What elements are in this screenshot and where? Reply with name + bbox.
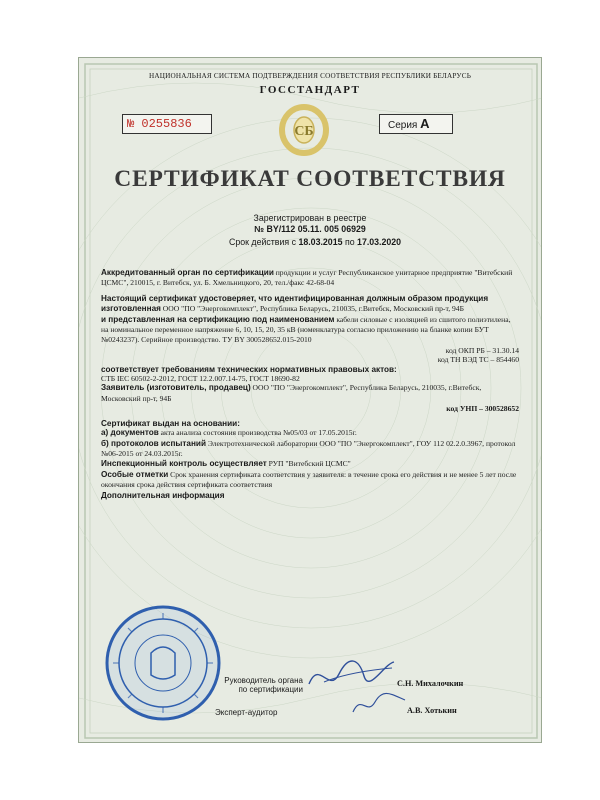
unp-code: код УНП – 300528652 xyxy=(446,404,519,414)
head-signature-icon xyxy=(304,654,399,694)
head-label-line2: по сертификации xyxy=(238,685,303,694)
head-signature-label xyxy=(173,676,303,694)
series-label: Серия xyxy=(388,120,418,131)
certifies-value: ООО "ПО "Энергокомплект", Республика Беларусь, 210035, г.Витебск, Московский пр-т, 94Б xyxy=(162,304,464,314)
inspection-value: РУП "Витебский ЦСМС" xyxy=(268,459,351,469)
expert-label: Эксперт-аудитор xyxy=(215,708,278,717)
protocols-basis xyxy=(101,439,519,460)
sb-logo-icon xyxy=(271,102,337,158)
valid-from: 18.03.2015 xyxy=(298,237,343,247)
registry-number: № BY/112 05.11. 005 06929 xyxy=(254,224,366,234)
product-section xyxy=(101,315,519,346)
additional-info-label: Дополнительная информация xyxy=(101,490,225,500)
certificate-sheet xyxy=(78,57,542,743)
validity-period xyxy=(229,237,401,247)
valid-to: 17.03.2020 xyxy=(357,237,402,247)
protocols-label: б) протоколов испытаний xyxy=(101,438,206,448)
basis-label: Сертификат выдан на основании: xyxy=(101,418,240,428)
applicant-label: Заявитель (изготовитель, продавец) xyxy=(101,383,251,393)
certificate-number: 0255836 xyxy=(141,117,192,131)
presented-label: и представленная на сертификацию под наименованием xyxy=(101,314,335,324)
certifies-label: Настоящий сертификат удостоверяет, что идентифицированная должным образом продукция изготовленная xyxy=(101,293,489,314)
document-title: СЕРТИФИКАТ СООТВЕТСТВИЯ xyxy=(114,166,506,192)
accredited-label: Аккредитованный орган по сертификации xyxy=(101,268,274,277)
inspection-label: Инспекционный контроль осуществляет xyxy=(101,459,267,469)
tnved-code: код ТН ВЭД ТС – 854460 xyxy=(437,355,519,365)
okp-code: код ОКП РБ – 31.30.14 xyxy=(445,345,519,355)
accredited-value: продукции и услуг Республиканское унитарное предприятие "Витебский ЦСМС", 210015, г. Витебск, ул. Б. Хмельницкого, 20, тел./факс 42-68-04 xyxy=(101,268,513,288)
round-seal-icon xyxy=(103,603,223,723)
expert-name: А.В. Хотькин xyxy=(407,706,457,715)
registry-label: Зарегистрирован в реестре xyxy=(253,213,367,223)
expert-signature-icon xyxy=(349,690,409,718)
certificate-body xyxy=(101,268,519,500)
docs-value: акта анализа состояния производства №05/03 от 17.05.2015г. xyxy=(160,428,357,438)
presented-value: кабели силовые с изоляцией из сшитого полиэтилена, на номинальное переменное напряжение 6, 10, 15, 20, 35 кВ (номенклатура согласно приложению на бланке копии БУТ №0243237). Серийное производство. ТУ BY 300528652.015-2010 xyxy=(101,314,511,345)
series-value: А xyxy=(420,116,430,131)
number-label: № xyxy=(127,117,135,131)
validity-mid: по xyxy=(344,237,355,247)
inspection-section xyxy=(101,459,519,469)
conforms-value: СТБ IEC 60502-2-2012, ГОСТ 12.2.007.14-75, ГОСТ 18690-82 xyxy=(101,374,300,384)
validity-label: Срок действия с xyxy=(229,237,296,247)
head-label-line1: Руководитель органа xyxy=(224,676,303,685)
series-box xyxy=(379,114,453,134)
manufacturer-section xyxy=(101,294,519,315)
protocols-value: Электротехнической лаборатории ООО "ПО "Энергокомплект", ГОУ 112 02.2.0.3967, протокол №06-2015 от 24.03.2015г. xyxy=(101,438,516,458)
standard-authority: ГОССТАНДАРТ xyxy=(259,84,361,96)
logo-text: СБ xyxy=(294,124,314,139)
special-notes-section xyxy=(101,470,519,491)
applicant-section xyxy=(101,383,519,404)
issuing-system: НАЦИОНАЛЬНАЯ СИСТЕМА ПОДТВЕРЖДЕНИЯ СООТВЕТСТВИЯ РЕСПУБЛИКИ БЕЛАРУСЬ xyxy=(148,72,472,80)
special-value: Срок хранения сертификата соответствия у заявителя: в течение срока его действия и не менее 5 лет после окончания срока действия сертификата соответствия xyxy=(101,469,517,490)
documents-basis xyxy=(101,428,519,438)
accredited-body xyxy=(101,268,519,289)
applicant-value: ООО "ПО "Энергокомплект", Республика Беларусь, 210035, г.Витебск, Московский пр-т, 94Б xyxy=(101,383,482,403)
certificate-number-box xyxy=(122,114,212,134)
special-label: Особые отметки xyxy=(101,469,169,479)
conforms-label: соответствует требованиям технических нормативных правовых актов: xyxy=(101,364,397,374)
head-name: С.Н. Михалочкин xyxy=(397,679,464,688)
docs-label: а) документов xyxy=(101,428,159,438)
